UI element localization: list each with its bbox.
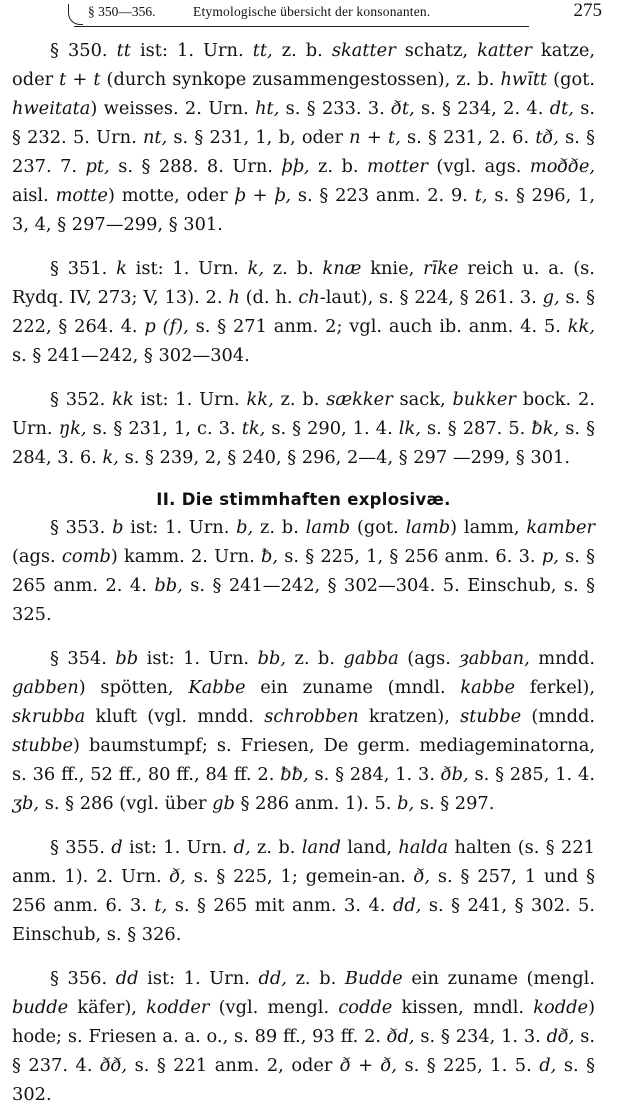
italic-term: gb [212,793,235,814]
italic-term: ðb, [440,764,469,785]
italic-term: rīke [423,258,459,279]
italic-term: kk [112,389,134,410]
italic-term: dð, [546,1026,575,1047]
text-run: z. b. [285,648,344,669]
italic-term: dd, [258,968,287,989]
italic-term: dd, [392,895,422,916]
text-run: s. § 241—242, § 302—304. [12,345,250,366]
italic-term: ð, [169,866,186,887]
text-run: s. § 297. [414,793,495,814]
italic-term: ð, [413,866,431,887]
italic-term: gabba [343,648,399,669]
italic-term: lk, [398,418,421,439]
text-run: s. § 241—242, § 302—304. 5. Einschub, s. § 325. [12,575,595,625]
text-run: ) hode; s. Friesen a. a. o., s. 89 ff., 93 ff. 2. [12,997,595,1047]
text-run: halten (s. § 221 anm. 1). 2. Urn. [12,837,595,887]
italic-term: ƀ, [260,546,279,567]
italic-term: bb [115,648,139,669]
text-run: ist: 1. Urn. [138,648,258,669]
text-run: s. § 257, 1 und § 256 anm. 6. 3. [12,866,595,916]
text-run: § 353. [50,517,113,538]
text-run: bock. 2. Urn. [12,389,595,439]
italic-term: comb [61,546,111,567]
italic-term: bb, [257,648,286,669]
italic-term: kk, [567,316,595,337]
text-run: § 350. [50,40,117,61]
text-run: reich u. a. (s. Rydq. IV, 273; V, 13). 2. [12,258,595,308]
italic-term: b, [236,517,254,538]
text-run: s. § 232. 5. Urn. [12,98,595,148]
text-run: § 355. [50,837,112,858]
text-run: § 351. [50,258,117,279]
text-run: s. § 285, 1. 4. [468,764,595,785]
italic-term: schrobben [264,706,359,727]
text-run: s. § 237. 7. [12,127,595,177]
text-run: s. § 284, 1. 3. [308,764,441,785]
text-run: (got. [350,517,406,538]
header-rule [74,26,529,27]
italic-term: ðt, [391,98,415,119]
text-run: s. § 231, 1, c. 3. [86,418,242,439]
italic-term: t, [474,185,488,206]
text-run: § 354. [50,648,116,669]
text-run: s. § 221 anm. 2, oder [127,1055,340,1076]
text-run: (durch synkope zusammengestossen), z. b. [100,69,501,90]
italic-term: motte [55,185,108,206]
italic-term: codde [338,997,393,1018]
text-run: § 286 anm. 1). 5. [234,793,398,814]
italic-term: þ + þ, [234,185,292,206]
text-run: s. § 286 (vgl. über [39,793,213,814]
text-run: s. § 222, § 264. 4. [12,287,595,337]
italic-term: lamb [405,517,451,538]
text-run: s. § 225, 1. 5. [396,1055,540,1076]
text-run: s. § 265 anm. 2. 4. [12,546,595,596]
text-run: s. § 223 anm. 2. 9. [291,185,475,206]
section-355 [12,833,595,949]
text-run: (ags. [12,546,62,567]
text-run: ) kamm. 2. Urn. [110,546,261,567]
text-run: s. § 290, 1. 4. [265,418,399,439]
text-run: ist: 1. Urn. [133,389,247,410]
page-body [12,36,595,1109]
text-run: s. § 233. 3. [279,98,392,119]
text-run: (vgl. ags. [427,156,530,177]
italic-term: þþ, [281,156,310,177]
text-run: s. § 265 mit anm. 3. 4. [167,895,393,916]
italic-term: Kabbe [188,677,246,698]
italic-term: kamber [526,517,595,538]
text-run: ist: 1. Urn. [138,968,259,989]
italic-term: ht, [255,98,280,119]
text-run: mndd. [529,648,595,669]
italic-term: tt, [252,40,273,61]
text-run: -laut), s. § 224, § 261. 3. [319,287,543,308]
italic-term: ðd, [386,1026,415,1047]
italic-term: k, [247,258,264,279]
text-run: schatz, [395,40,478,61]
italic-term: ȝabban, [459,648,530,669]
text-run: s. § 237. 4. [12,1026,595,1076]
italic-term: ŋk, [58,418,87,439]
text-run: z. b. [273,389,327,410]
italic-term: dd [115,968,139,989]
italic-term: gabben [12,677,79,698]
text-run: kratzen), [358,706,461,727]
section-356 [12,964,595,1109]
text-run: ist: 1. Urn. [130,40,253,61]
text-run: s. § 241, § 302. 5. Einschub, s. § 326. [12,895,596,945]
italic-term: p, [541,546,559,567]
text-run: z. b. [253,517,306,538]
text-run: ist: 1. Urn. [126,258,248,279]
italic-term: t, [154,895,168,916]
text-run: katze, oder [12,40,595,90]
italic-term: kk, [246,389,274,410]
italic-term: pt, [85,156,110,177]
text-run: ist: 1. Urn. [123,517,237,538]
text-run: kissen, mndl. [392,997,534,1018]
text-run: s. § 284, 3. 6. [12,418,595,468]
text-run: ) motte, oder [107,185,235,206]
text-run: s. § 234, 2. 4. [414,98,550,119]
italic-term: stubbe [12,735,74,756]
italic-term: hweitata [12,98,91,119]
section-353 [12,513,595,629]
text-run: § 356. [50,968,116,989]
text-run: s. § 234, 1. 3. [414,1026,547,1047]
italic-term: kabbe [460,677,516,698]
italic-term: ƀƀ, [280,764,309,785]
italic-term: budde [12,997,69,1018]
text-run: (mndd. [521,706,595,727]
text-run: s. § 231, 2. 6. [400,127,536,148]
italic-term: b [112,517,124,538]
italic-term: skrubba [12,706,86,727]
italic-term: dt, [549,98,574,119]
italic-term: p (f), [144,316,189,337]
text-run: ) baumstumpf; s. Friesen, De germ. mediageminatorna, s. 36 ff., 52 ff., 80 ff., 84 ff. 2. [12,735,595,785]
italic-term: ð + ð, [339,1055,397,1076]
text-run: ein zuname (mengl. [402,968,595,989]
text-run: (got. [547,69,595,90]
italic-term: ƀk, [531,418,560,439]
text-run: (d. h. [239,287,299,308]
italic-term: motter [367,156,428,177]
header-title: Etymologische übersicht der konsonanten. [193,4,431,19]
text-run: z. b. [250,837,302,858]
header-flourish [68,4,83,25]
text-run: aisl. [12,185,56,206]
text-run: s. § 271 anm. 2; vgl. auch ib. anm. 4. 5. [188,316,568,337]
italic-term: halda [398,837,449,858]
text-run: sack, [392,389,453,410]
italic-term: hwītt [500,69,548,90]
italic-term: k [116,258,127,279]
section-352 [12,385,595,472]
text-run: land, [340,837,399,858]
text-run: kluft (vgl. mndd. [85,706,265,727]
text-run: s. § 239, 2, § 240, § 296, 2—4, § 297 —299, § 301. [118,447,570,468]
italic-term: ʒb, [12,793,40,814]
italic-term: d, [539,1055,557,1076]
text-run: z. b. [286,968,345,989]
text-run: ist: 1. Urn. [122,837,234,858]
italic-term: tð, [535,127,559,148]
text-run: s. § 296, 1, 3, 4, § 297—299, § 301. [12,185,596,235]
italic-term: nt, [142,127,168,148]
italic-term: g, [542,287,560,308]
italic-term: d [111,837,123,858]
italic-term: knæ [322,258,362,279]
italic-term: kodde [533,997,589,1018]
text-run: z. b. [264,258,323,279]
text-run: z. b. [309,156,368,177]
subsection-heading: II. Die stimmhaften explosivæ. [156,490,451,509]
italic-term: ch [298,287,320,308]
text-run: käfer), [68,997,147,1018]
italic-term: tt [116,40,131,61]
section-354 [12,644,595,818]
italic-term: katter [477,40,532,61]
italic-term: lamb [305,517,351,538]
italic-term: land [301,837,341,858]
italic-term: sækker [326,389,393,410]
text-run: knie, [361,258,424,279]
page-number: 275 [573,0,602,21]
text-run: s. § 302. [12,1055,595,1105]
text-run: ferkel), [515,677,596,698]
italic-term: Budde [344,968,403,989]
italic-term: ðð, [100,1055,128,1076]
text-run: (vgl. mengl. [209,997,339,1018]
text-run: ein zuname (mndl. [245,677,461,698]
italic-term: kodder [146,997,210,1018]
italic-term: b, [397,793,415,814]
italic-term: n + t, [349,127,401,148]
italic-term: stubbe [460,706,522,727]
text-run: s. § 225, 1, § 256 anm. 6. 3. [278,546,542,567]
text-run: s. § 287. 5. [420,418,532,439]
text-run: s. § 231, 1, b, oder [167,127,350,148]
text-run: (ags. [398,648,460,669]
text-run: s. § 288. 8. Urn. [109,156,282,177]
italic-term: t + t [59,69,101,90]
header-section-range: § 350—356. [88,4,156,19]
text-run: z. b. [272,40,332,61]
section-351 [12,254,595,370]
text-run: s. § 225, 1; gemein-an. [185,866,414,887]
italic-term: skatter [331,40,396,61]
italic-term: moððe, [529,156,595,177]
text-run: ) weisses. 2. Urn. [90,98,256,119]
text-run: ) lamm, [450,517,527,538]
italic-term: bukker [452,389,516,410]
italic-term: tk, [241,418,266,439]
italic-term: h [228,287,240,308]
text-run: § 352. [50,389,113,410]
running-header [0,0,621,26]
text-run: ) spötten, [78,677,189,698]
section-350 [12,36,595,239]
italic-term: k, [102,447,119,468]
italic-term: d, [233,837,251,858]
italic-term: bb, [154,575,183,596]
